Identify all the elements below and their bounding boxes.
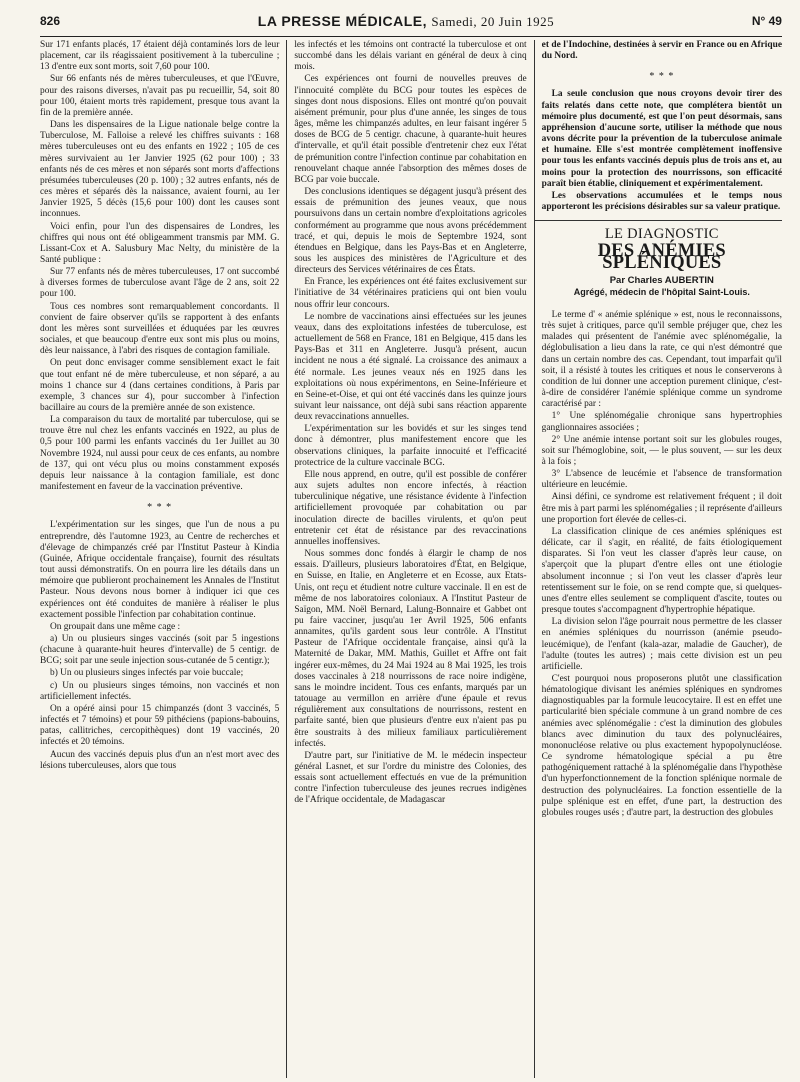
paragraph: et de l'Indochine, destinées à servir en France ou en Afrique du Nord. (541, 40, 782, 62)
section-separator-stars: * * * (649, 71, 675, 83)
paragraph: Tous ces nombres sont remarquablement concordants. Il convient de faire observer qu'ils se rapportent à des enfants dont les mères sont surveillées et éduquées par les œuvres sociales, et que beaucoup d'entre eux sont mis plus ou moins, dès leur naissance, à l'abri des risques de contagion familiale. (40, 301, 280, 357)
list-item: 1° Une splénomégalie chronique sans hypertrophies ganglionnaires associées ; (541, 411, 782, 433)
paragraph: Aucun des vaccinés depuis plus d'un an n'est mort avec des lésions tuberculeuses, alors que tous (40, 749, 280, 771)
issue-date: Samedi, 20 Juin 1925 (431, 13, 555, 29)
article-columns (40, 40, 782, 1078)
paragraph: La classification clinique de ces anémies spléniques est délicate, car il s'agit, en réalité, de faits étiologiquement disparates. Si l'on veut les classer d'après leur cause, on s'aperçoit que la plupart d'entre elles ont une étiologie absolument inconnue ; si l'on veut les classer d'après leur retentissement sur le foie, on se rend compte que, si quelques-unes d'entre elles seulement se compliquent d'ascite, toutes ou presque toutes s'accompagnent d'hypertrophie hépatique. (541, 526, 782, 616)
paragraph: les infectés et les témoins ont contracté la tuberculose et ont succombé dans les délais variant en général de deux à cinq mois. (294, 40, 527, 73)
article-author: Par Charles AUBERTIN (609, 274, 714, 286)
page-number: 826 (40, 14, 61, 28)
column-1 (40, 40, 287, 1078)
paragraph: La division selon l'âge pourrait nous permettre de les classer en anémies spléniques du nourrisson (anémie pseudo-leucémique), de l'enfant (kala-azar, maladie de Gaucher), de l'adulte (toutes les autres) ; mais cette division est un peu artificielle. (541, 617, 782, 672)
paragraph: En France, les expériences ont été faites exclusivement sur l'initiative de 34 vétérinaires praticiens qui ont bien voulu nous offrir leur concours. (294, 277, 527, 310)
list-item: 3° L'absence de leucémie et l'absence de transformation ultérieure en leucémie. (541, 469, 782, 491)
paragraph: Sur 171 enfants placés, 17 étaient déjà contaminés lors de leur placement, car ils réagissaient positivement à la tuberculine ; 13 d'entre eux sont morts, soit 7,60 pour 100. (40, 40, 280, 73)
paragraph: La seule conclusion que nous croyons devoir tirer des faits relatés dans cette note, que complétera bientôt un mémoire plus documenté, est que l'on peut désormais, sans appréhension d'aucune sorte, utiliser la méthode que nous avons décrite pour la prévention de la tuberculose animale et humaine. Elle s'est montrée complètement inoffensive pour tous les enfants vaccinés depuis plus de trois ans et, au moins pour la protection des nourrissons, son efficacité paraît bien établie, cliniquement et expérimentalement. (541, 89, 782, 189)
paragraph: Sur 77 enfants nés de mères tuberculeuses, 17 ont succombé à diverses formes de tuberculose avant l'âge de 2 ans, soit 22 pour 100. (40, 267, 280, 300)
column-2 (287, 40, 534, 1078)
paragraph: Sur 66 enfants nés de mères tuberculeuses, et que l'Œuvre, pour des raisons diverses, n'avait pas pu recueillir, 54, soit 80 pour 100, étaient morts très rapidement, presque tous avant la fin de la première année. (40, 74, 280, 118)
list-item: 2° Une anémie intense portant soit sur les globules rouges, soit sur l'hémoglobine, soit, — le plus souvent, — sur les deux à la fois ; (541, 434, 782, 467)
paragraph: On a opéré ainsi pour 15 chimpanzés (dont 3 vaccinés, 5 infectés et 7 témoins) et pour 59 pithéciens (papions-babouins, patas, callitriches, cercopithèques) dont 19 vaccinés, 20 infectés et 20 témoins. (40, 703, 280, 748)
section-separator-stars: * * * (147, 502, 173, 514)
paragraph: Les observations accumulées et le temps nous apporteront les précisions désirables sur sa valeur pratique. (541, 190, 782, 213)
paragraph: Elle nous apprend, en outre, qu'il est possible de conférer aux sujets adultes non encore infectés, à réaction tuberculinique négative, une résistance évidente à l'infection artificiellement provoquée par cohabitation ou par inoculation directe de bacilles virulents, et qu'on peut entretenir cet état de résistance par des revaccinations annuelles inoffensives. (294, 469, 527, 547)
paragraph: Nous sommes donc fondés à élargir le champ de nos essais. D'ailleurs, plusieurs laboratoires d'État, en Belgique, en Suisse, en Italie, en Angleterre et en Ecosse, aux Etats-Unis, ont reçu et étudient notre culture vaccinale. Il en est de même de nos laboratoires coloniaux. A l'Institut Pasteur de Saïgon, MM. Noël Bernard, Lalung-Bonnaire et Gabbet ont pu faire vacciner, jusqu'au 1er Avril 1925, 506 enfants annamites, qu'ils gardent sous leur contrôle. A l'Institut Pasteur de l'Afrique occidentale française, ainsi qu'à la Maternité de Dakar, MM. Mathis, Guillet et Affre ont fait ingérer eux-mêmes, du 24 Mai 1924 au 8 Mai 1925, les trois doses vaccinales à 218 nourrissons de race noire indigène, sans le moindre incident. Tous ces enfants, marqués par un tatouage au vermillon en arrière d'une épaule et revus régulièrement aux consultations de nourrissons, restent en parfaite santé, bien que plusieurs d'entre eux n'aient pas pu être soustraits à des milieux familiaux particulièrement infectés. (294, 549, 527, 749)
paragraph: L'expérimentation sur les bovidés et sur les singes tend donc à démontrer, plus manifestement encore que les observations cliniques, la parfaite innocuité et l'efficacité protectrice de la culture vaccinale BCG. (294, 424, 527, 468)
paragraph: Le terme d' « anémie splénique » est, nous le reconnaissons, très sujet à critiques, parce qu'il semble préjuger que, chez les malades qui présentent de l'anémie avec splénomégalie, la déglobulisation a lieu dans la rate, ce qui n'est démontré que dans un certain nombre des cas. Cependant, tout imparfait qu'il soit, il a résisté à toutes les critiques et nous le conserverons à condition de lui donner une acception purement clinique, c'est-à-dire de considérer l'anémie splénique comme un syndrome caractérisé par : (541, 309, 782, 410)
journal-title (258, 13, 554, 30)
running-header (40, 6, 782, 37)
paragraph: Voici enfin, pour l'un des dispensaires de Londres, les chiffres qui nous ont été obligeamment transmis par MM. G. Lissant-Cox et A. Salusbury Mac Nelty, du ministère de la Santé publique : (40, 221, 280, 265)
article-divider (535, 220, 782, 221)
paragraph: Ainsi défini, ce syndrome est relativement fréquent ; il doit être mis à part parmi les splénomégalies ; il représente d'ailleurs une proportion fort élevée de celles-ci. (541, 492, 782, 525)
paragraph: D'autre part, sur l'initiative de M. le médecin inspecteur général Lasnet, et sur l'ordre du ministre des Colonies, des essais sont actuellement effectués en vue de la prémunition contre l'infection tuberculeuse des jeunes recrues indigènes de l'Afrique occidentale, de Madagascar (294, 750, 527, 806)
paragraph: On peut donc envisager comme sensiblement exact le fait que tout enfant né de mère tuberculeuse, et non séparé, a au moins 1 chance sur 4 (dans certaines conditions, à Paris par exemple, 3 chances sur 4), pour succomber à l'infection bacillaire au cours de la première année de son existence. (40, 358, 280, 413)
paragraph: Ces expériences ont fourni de nouvelles preuves de l'innocuité complète du BCG pour toutes les espèces de singes dont nous disposions. Elles ont montré qu'on pouvait aisément prémunir, pour plus d'une année, les singes de tous âges, même les chimpanzés adultes, en leur faisant ingérer 5 doses de BCG de 5 centigr. chacune, à quarante-huit heures d'intervalle, et qu'il était possible d'entretenir chez eux l'état de prémunition contre l'infection continue par cohabitation en renouvelant chaque année l'absorption des mêmes doses de BCG par voie buccale. (294, 74, 527, 185)
paragraph: Des conclusions identiques se dégagent jusqu'à présent des essais de prémunition des jeunes veaux, que nous poursuivons dans un certain nombre d'exploitations agricoles conformément au programme que nous avons précédemment tracé, et qui, depuis le mois de Septembre 1924, sont étendues en Belgique, dans les Pays-Bas et en Angleterre, sous les auspices des ministères de l'Agriculture et des directeurs des Services vétérinaires de ces États. (294, 187, 527, 276)
paragraph: La comparaison du taux de mortalité par tuberculose, qui se trouve être nul chez les enfants vaccinés en 1922, au plus de 0,5 pour 100 parmi les enfants vaccinés du 1er Juillet au 30 Novembre 1924, nul aussi pour ceux de ces enfants, au nombre de 137, qui ont vécu plus ou moins constamment exposés depuis leur naissance à la contagion familiale, est donc manifestement en faveur de la vaccination préventive. (40, 415, 280, 493)
paragraph: L'expérimentation sur les singes, que l'un de nous a pu entreprendre, dès l'automne 1923, au Centre de recherches et d'élevage de chimpanzés créé par l'Institut Pasteur à Kindia (Guinée, Afrique occidentale française), fournit des résultats tout aussi démonstratifs. On en pourra lire les détails dans un mémoire que publieront prochainement les Annales de l'Institut Pasteur. Nous devons nous borner à indiquer ici que ces expériences ont été conduites de manière à réaliser le plus exactement possible l'infection par cohabitation continue. (40, 520, 280, 620)
author-affiliation: Agrégé, médecin de l'hôpital Saint-Louis. (573, 286, 750, 297)
column-3 (535, 40, 782, 1078)
list-item: b) Un ou plusieurs singes infectés par voie buccale; (50, 668, 244, 679)
article-kicker: LE DIAGNOSTIC (604, 226, 719, 243)
list-item: c) Un ou plusieurs singes témoins, non vaccinés et non artificiellement infectés. (40, 680, 280, 702)
paragraph: On groupait dans une même cage : (50, 621, 181, 632)
paragraph: Dans les dispensaires de la Ligue nationale belge contre la Tuberculose, M. Falloise a relevé les chiffres suivants : 168 mères tuberculeuses ont eu des enfants en 1922 ; 105 de ces mères survivaient au 1er Janvier 1925 (62 pour 100) ; 33 enfants nés de ces mères et non séparés sont morts d'affections présumées tuberculeuses (20 p. 100) ; 32 autres enfants, nés de ces mères et séparés dès la naissance, avaient fourni, au 1er Janvier 1925, 5 décès (15,6 pour 100) dont les causes sont inconnues. (40, 120, 280, 220)
paragraph: Le nombre de vaccinations ainsi effectuées sur les jeunes veaux, dans des exploitations infestées de tuberculose, est actuellement de 568 en France, 181 en Belgique, 415 dans les Pays-Bas et 311 en Angleterre. Jusqu'à présent, aucun incident ne nous a été signalé. La croissance des animaux a été normale. Les jeunes veaux nés en 1925 dans les exploitations où nous expérimentons, en Seine-Inférieure et en Seine-et-Oise, et qui ont été vaccinés dans les quinze jours suivant leur naissance, ont déjà subi sans réaction apparente deux revaccinations annuelles. (294, 311, 527, 423)
list-item: a) Un ou plusieurs singes vaccinés (soit par 5 ingestions (chacune à quarante-huit heures d'intervalle) de 5 centigr. de BCG; soit par une seule injection sous-cutanée de 5 centigr.); (40, 633, 280, 667)
paragraph: C'est pourquoi nous proposerons plutôt une classification hématologique divisant les anémies spléniques en syndromes diagnostiquables par la formule leucocytaire. Il est en effet une particularité bien spéciale commune à un grand nombre de ces anémies avec splénomégalie : c'est la diminution des globules blancs avec diminution du taux des polynucléaires, mononucléose relative ou plus exactement hypopolynucléose. Ce syndrome hématologique spécial a pu être pathogéniquement rattaché à la splénomégalie dans l'hypothèse d'un hyperfonctionnement de la fonction splénique normale de destruction des polynucléaires. La fonction essentielle de la pulpe splénique est en effet, d'une part, la destruction des globules rouges usés ; d'autre part, la destruction des globules (541, 673, 782, 818)
article-title: DES ANÉMIES SPLÉNIQUES (597, 241, 726, 273)
issue-number: N° 49 (751, 14, 782, 28)
journal-name: LA PRESSE MÉDICALE, (257, 12, 428, 29)
